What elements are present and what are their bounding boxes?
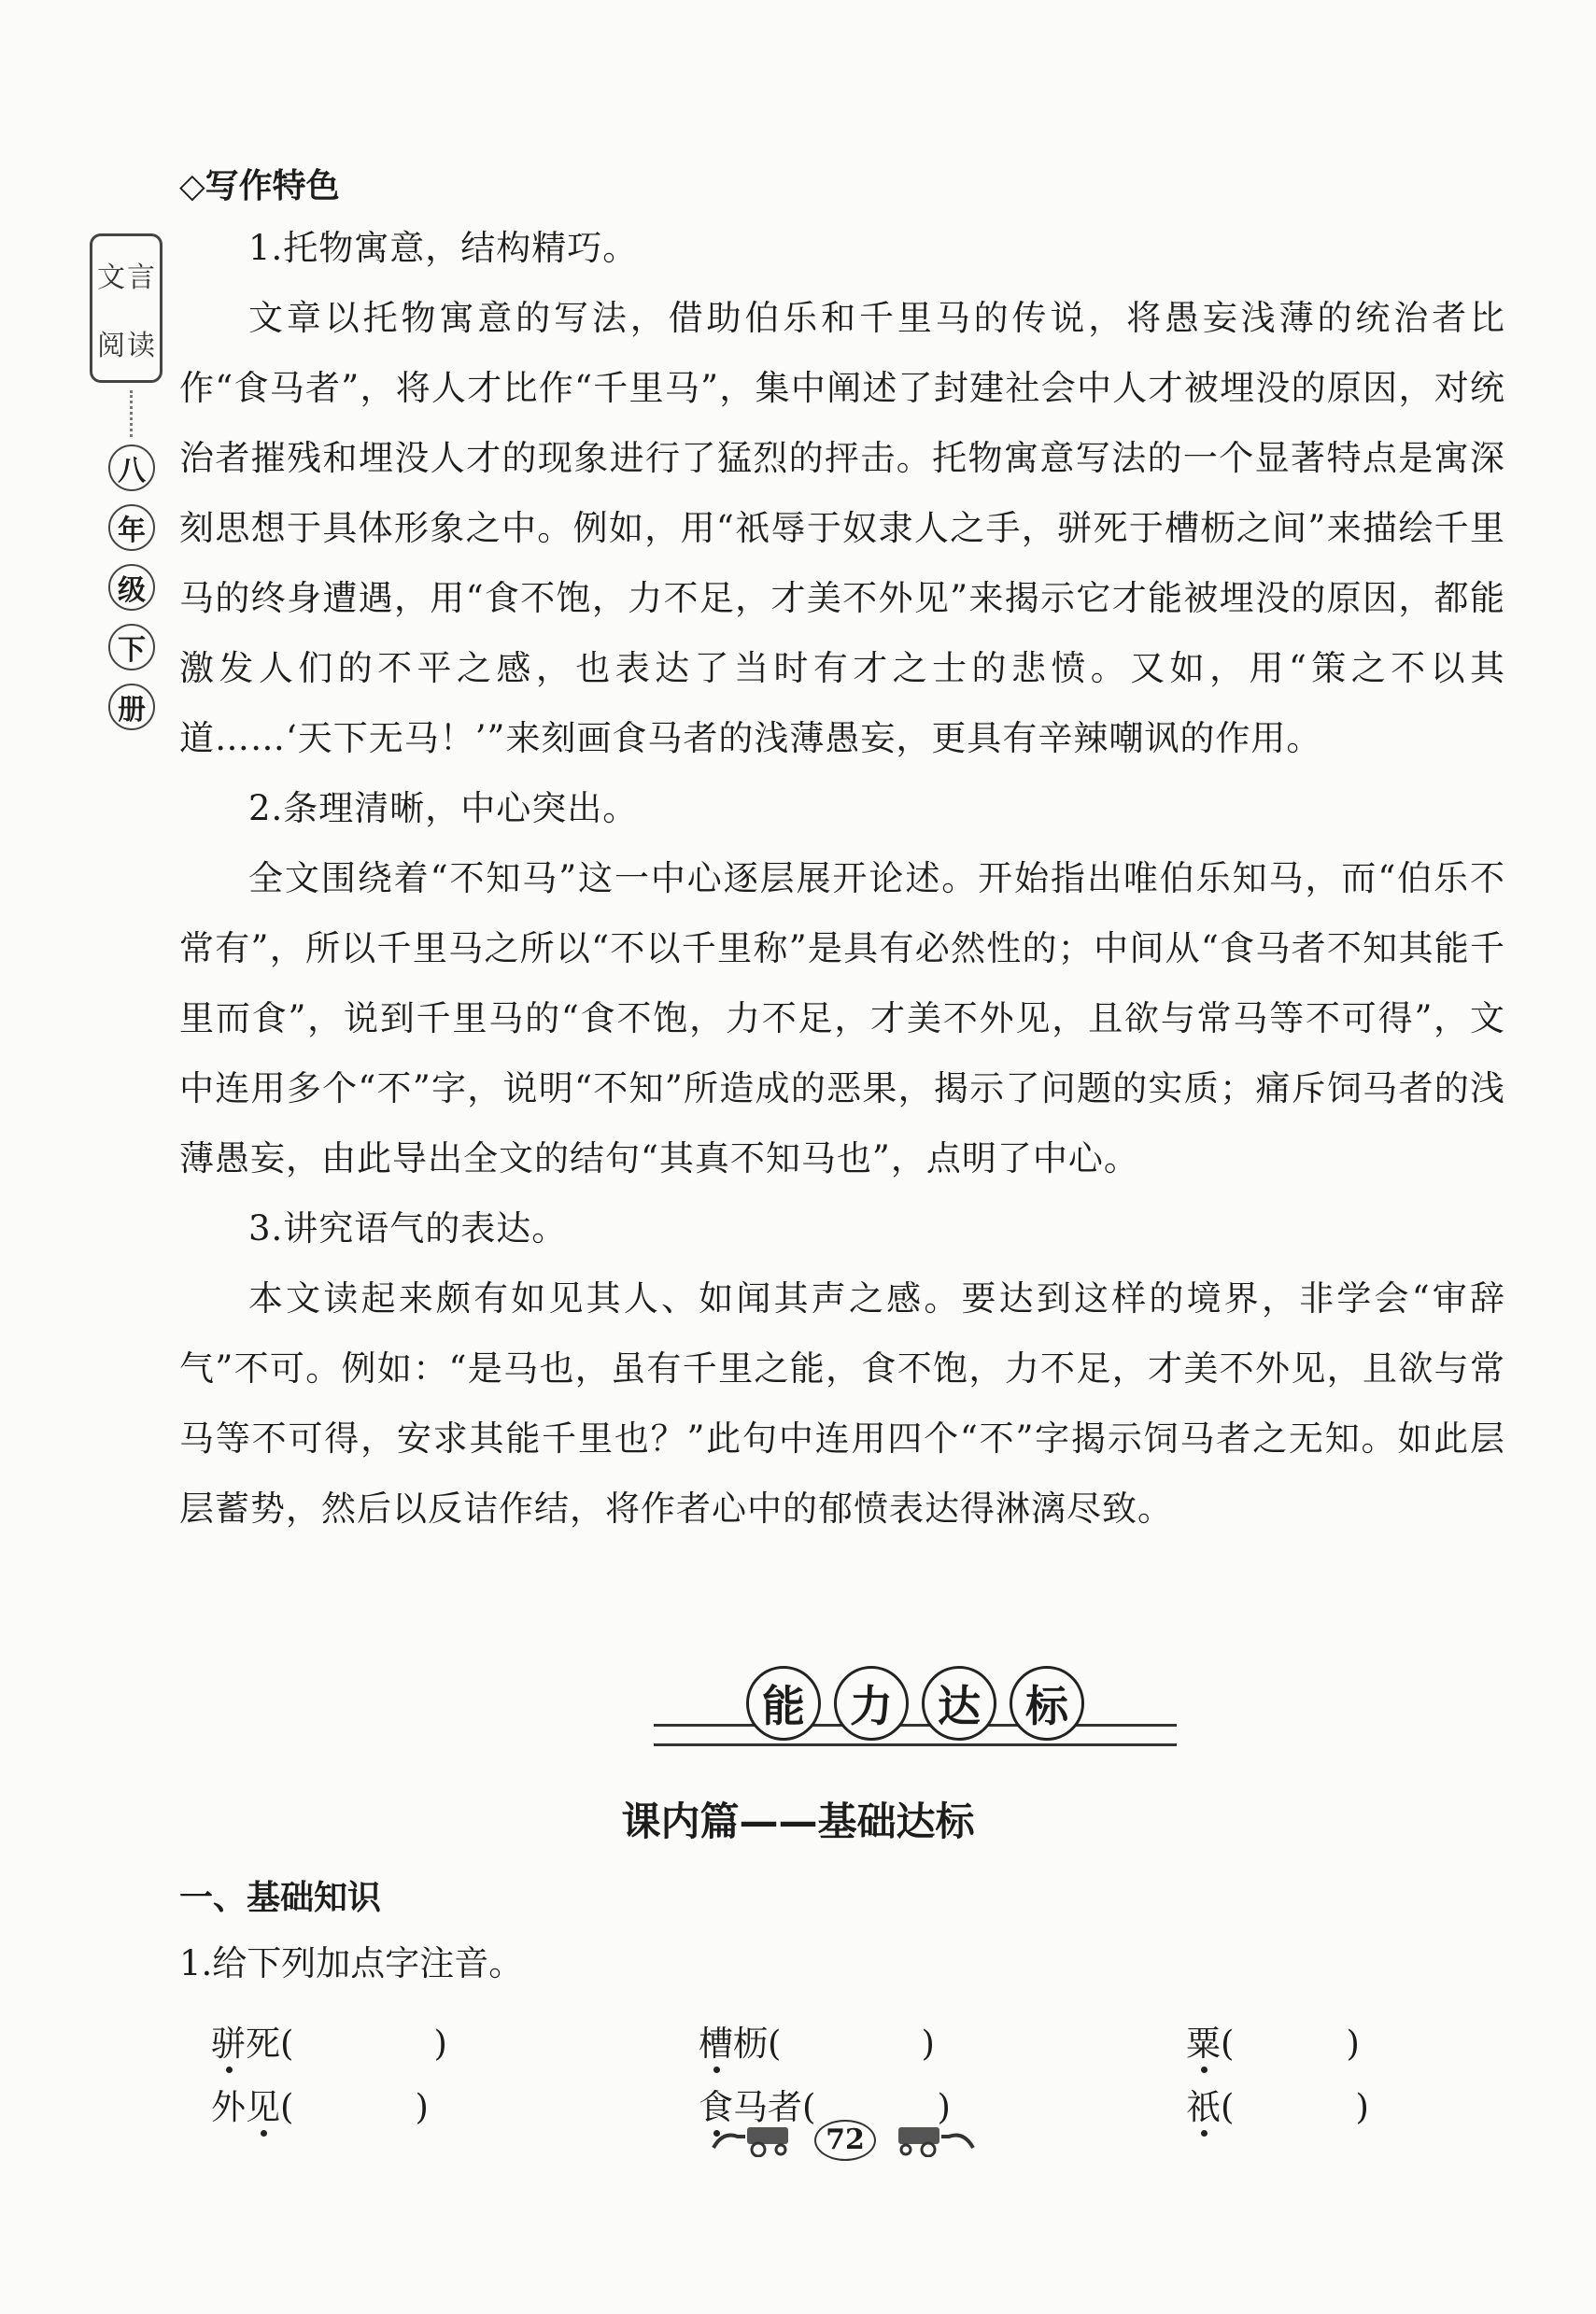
dotted-char: 骈 [211,2024,246,2064]
point-title: 2.条理清晰，中心突出。 [248,788,639,828]
banner-char: 达 [922,1666,996,1741]
banner-char: 标 [1010,1666,1084,1741]
section-heading: ◇写作特色 [179,167,340,205]
point-title: 1.托物寓意，结构精巧。 [248,228,639,268]
question-prompt: 1.给下列加点字注音。 [179,1943,524,1983]
grade-label [90,444,174,730]
point-title: 3.讲究语气的表达。 [248,1208,568,1249]
dotted-char: 粟 [1186,2024,1221,2064]
subtitle: 课内篇——基础达标 [621,1799,975,1844]
grade-char: 年 [108,504,155,551]
carriage-icon [710,2124,794,2157]
answer-item: 外见( ) [211,2087,429,2127]
carriage-icon [893,2124,977,2157]
grade-char: 八 [108,444,155,491]
exercise-section-title: 一、基础知识 [179,1879,382,1917]
answer-item: 粟( ) [1186,2024,1360,2064]
seal-char: 文 [97,261,125,294]
ability-banner [654,1660,1177,1763]
banner-char: 能 [746,1666,821,1741]
answer-row [211,2015,1425,2071]
answer-item: 槽枥( ) [699,2024,935,2064]
dotted-char: 槽 [699,2024,733,2064]
grade-char: 级 [108,564,155,611]
point-body: 文章以托物寓意的写法，借助伯乐和千里马的传说，将愚妄浅薄的统治者比作“食马者”，将人才比作“千里马”，集中阐述了封建社会中人才被埋没的原因，对统治者摧残和埋没人才的现象进行了猛烈的抨击。托物寓意写法的一个显著特点是寓深刻思想于具体形象之中。例如，用“祇辱于奴隶人之手，骈死于槽枥之间”来描绘千里马的终身遭遇，用“食不饱，力不足，才美不外见”来揭示它才能被埋没的原因，都能激发人们的不平之感，也表达了当时有才之士的悲愤。又如，用“策之不以其道……‘天下无马！’”来刻画食马者的浅薄愚妄，更具有辛辣嘲讽的作用。 [179,298,1505,758]
grade-char: 册 [108,684,155,730]
sidebar [90,233,174,730]
answer-item: 骈死( ) [211,2024,447,2064]
seal-char: 阅 [97,329,125,362]
dotted-char: 食 [699,2087,733,2127]
sidebar-divider [130,390,134,437]
grade-char: 下 [108,624,155,670]
seal-char: 言 [127,261,155,294]
seal-char: 读 [127,329,155,362]
page-number: 72 [814,2120,876,2161]
point-body: 本文读起来颇有如见其人、如闻其声之感。要达到这样的境界，非学会“审辞气”不可。例如：“是马也，虽有千里之能，食不饱，力不足，才美不外见，且欲与常马等不可得，安求其能千里也？”此句中连用四个“不”字揭示饲马者之无知。如此层层蓄势，然后以反诘作结，将作者心中的郁愤表达得淋漓尽致。 [179,1278,1505,1529]
point-body: 全文围绕着“不知马”这一中心逐层展开论述。开始指出唯伯乐知马，而“伯乐不常有”，所以千里马之所以“不以千里称”是具有必然性的；中间从“食马者不知其能千里而食”，说到千里马的“食不饱，力不足，才美不外见，且欲与常马等不可得”，文中连用多个“不”字，说明“不知”所造成的恶果，揭示了问题的实质；痛斥饲马者的浅薄愚妄，由此导出全文的结句“其真不知马也”，点明了中心。 [179,858,1505,1178]
dotted-char: 见 [246,2087,280,2127]
page-footer [710,2112,981,2168]
banner-char: 力 [834,1666,909,1741]
writing-section [179,161,1505,1544]
answer-item: 食马者( ) [699,2087,951,2127]
dotted-char: 祇 [1186,2087,1221,2127]
seal-logo [90,233,162,383]
answer-item: 祇( ) [1186,2087,1369,2127]
